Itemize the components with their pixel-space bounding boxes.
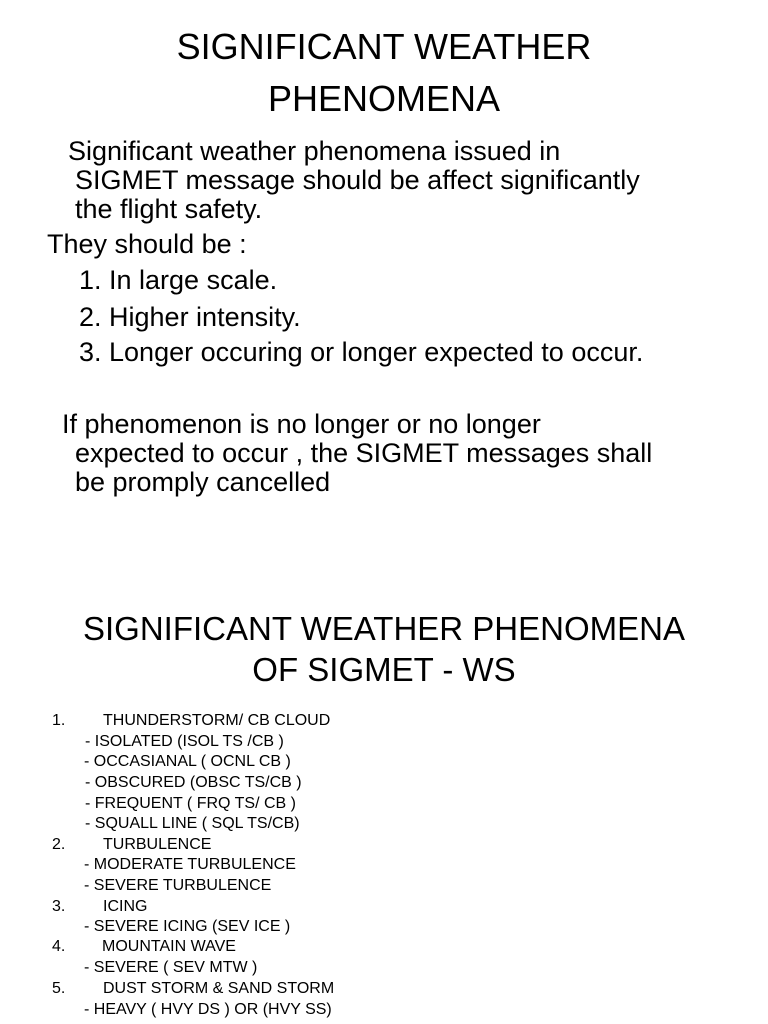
list-item: TURBULENCE — [103, 836, 212, 853]
they-should-be: They should be : — [47, 229, 247, 259]
intro-line-2: SIGMET message should be affect significantly — [75, 165, 640, 195]
criterion-1: 1. In large scale. — [79, 265, 278, 295]
list-subitem: - ISOLATED (ISOL TS /CB ) — [85, 733, 284, 750]
list-number: 5. — [52, 980, 66, 997]
list-subitem: - FREQUENT ( FRQ TS/ CB ) — [85, 795, 296, 812]
list-number: 4. — [52, 938, 66, 955]
list-number: 1. — [52, 712, 66, 729]
cancel-line-2: expected to occur , the SIGMET messages shall — [75, 438, 653, 468]
cancel-line-1: If phenomenon is no longer or no longer — [62, 409, 541, 439]
list-subitem: - SQUALL LINE ( SQL TS/CB) — [85, 815, 300, 832]
slide2-title-line1: SIGNIFICANT WEATHER PHENOMENA — [83, 610, 685, 647]
list-subitem: - OCCASIANAL ( OCNL CB ) — [84, 753, 291, 770]
list-number: 2. — [52, 836, 66, 853]
slide2-title-line2: OF SIGMET - WS — [252, 651, 516, 688]
list-item: MOUNTAIN WAVE — [102, 938, 236, 955]
list-subitem: - SEVERE TURBULENCE — [84, 877, 272, 894]
list-item: THUNDERSTORM/ CB CLOUD — [103, 712, 331, 729]
list-item: DUST STORM & SAND STORM — [103, 980, 335, 997]
list-subitem: - SEVERE ( SEV MTW ) — [84, 959, 258, 976]
list-subitem: - MODERATE TURBULENCE — [84, 856, 296, 873]
list-subitem: - SEVERE ICING (SEV ICE ) — [84, 918, 291, 935]
criterion-3: 3. Longer occuring or longer expected to occur. — [79, 337, 644, 367]
list-number: 3. — [52, 898, 66, 915]
criterion-2: 2. Higher intensity. — [79, 302, 301, 332]
cancel-line-3: be promply cancelled — [75, 467, 331, 497]
list-subitem: - OBSCURED (OBSC TS/CB ) — [85, 774, 302, 791]
list-item: ICING — [103, 898, 148, 915]
slide1-title-line2: PHENOMENA — [267, 78, 501, 119]
intro-line-3: the flight safety. — [75, 194, 263, 224]
list-subitem: - HEAVY ( HVY DS ) OR (HVY SS) — [84, 1001, 332, 1018]
intro-line-1: Significant weather phenomena issued in — [68, 136, 561, 166]
slide1-title-line1: SIGNIFICANT WEATHER — [176, 26, 592, 67]
